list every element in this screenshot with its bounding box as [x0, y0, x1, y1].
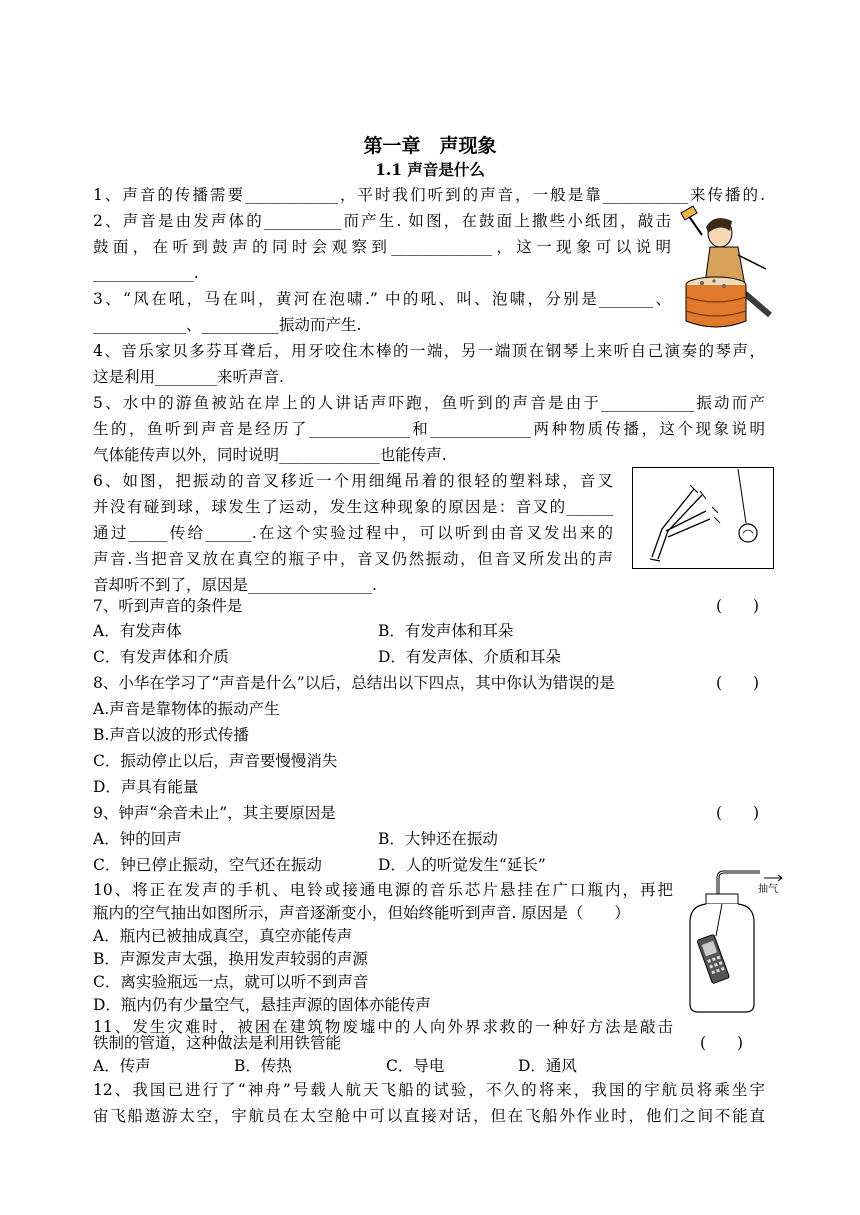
question-11-line-1: 11、发生灾难时，被困在建筑物废墟中的人向外界求救的一种好方法是敲击: [93, 1018, 673, 1036]
chapter-title: 第一章 声现象: [363, 135, 497, 157]
answer-paren-7[interactable]: ( ): [716, 597, 760, 615]
question-6-line-3: 通过_____传给______.在这个实验过程中，可以听到由音叉发出来的: [93, 524, 613, 542]
answer-paren-11[interactable]: ( ): [700, 1034, 744, 1052]
question-10-line-1: 10、将正在发声的手机、电铃或接通电源的音乐芯片悬挂在广口瓶内，再把: [93, 881, 673, 899]
question-6-line-1: 6、如图，把振动的音叉移近一个用细绳吊着的很轻的塑料球，音叉: [93, 472, 613, 490]
section-title: 1.1 声音是什么: [375, 160, 485, 179]
question-9: 9、钟声“余音未止”，其主要原因是: [93, 804, 336, 822]
answer-paren-8[interactable]: ( ): [716, 674, 760, 692]
option-9-d: D．人的听觉发生“延长”: [378, 856, 546, 874]
option-7-d: D．有发声体、介质和耳朵: [378, 648, 561, 666]
drummer-figure: [680, 205, 780, 333]
question-4-line-2: 这是利用________来听声音.: [93, 368, 284, 386]
question-11-line-2: 铁制的管道，这种做法是利用铁管能: [93, 1034, 342, 1052]
option-8-d: D．声具有能量: [93, 778, 199, 796]
question-8: 8、小华在学习了“声音是什么”以后，总结出以下四点，其中你认为错误的是: [93, 674, 615, 692]
question-7: 7、听到声音的条件是: [93, 597, 243, 615]
option-9-c: C．钟已停止振动，空气还在振动: [93, 856, 322, 874]
question-2-line-1: 2、声音是由发声体的__________而产生. 如图，在鼓面上撒些小纸团，敲击: [93, 212, 671, 230]
question-3-line-2: ____________、__________振动而产生.: [93, 316, 362, 334]
tuning-fork-figure: [632, 467, 774, 569]
question-6-line-5: 音却听不到了，原因是________________.: [93, 576, 377, 594]
question-1: 1、声音的传播需要____________，平时我们听到的声音，一般是靠___________来传播的.: [93, 186, 765, 204]
question-2-line-3: _____________.: [93, 264, 199, 282]
question-2-line-2: 鼓面，在听到鼓声的同时会观察到_____________，这一现象可以说明: [93, 238, 671, 256]
question-6-line-2: 并没有碰到球，球发生了运动，发生这种现象的原因是：音叉的______: [93, 498, 613, 516]
question-5-line-1: 5、水中的游鱼被站在岸上的人讲话声吓跑，鱼听到的声音是由于____________振动而产: [93, 394, 765, 412]
pump-label: 抽气: [758, 884, 778, 895]
option-8-c: C．振动停止以后，声音要慢慢消失: [93, 752, 338, 770]
option-11-a: A．传声: [93, 1057, 151, 1075]
question-6-line-4: 声音.当把音叉放在真空的瓶子中，音叉仍然振动，但音叉所发出的声: [93, 550, 613, 568]
option-7-b: B．有发声体和耳朵: [378, 622, 514, 640]
option-10-d: D．瓶内仍有少量空气，悬挂声源的固体亦能传声: [93, 996, 431, 1014]
question-5-line-2: 生的，鱼听到声音是经历了_____________和_____________两种物质传播，这个现象说明: [93, 420, 765, 438]
bell-jar-figure: [684, 866, 784, 1016]
option-11-b: B．传热: [234, 1057, 292, 1075]
option-10-b: B．声源发声太强，换用发声较弱的声源: [93, 950, 368, 968]
question-3-line-1: 3、“风在吼，马在叫，黄河在泡啸.” 中的吼、叫、泡啸，分别是_______、: [93, 290, 671, 308]
option-11-d: D．通风: [518, 1057, 577, 1075]
option-10-c: C．离实验瓶远一点，就可以听不到声音: [93, 973, 369, 991]
option-9-b: B．大钟还在振动: [378, 830, 498, 848]
option-11-c: C．导电: [386, 1057, 445, 1075]
option-7-a: A．有发声体: [93, 622, 182, 640]
option-8-b: B.声音以波的形式传播: [93, 726, 249, 744]
question-12-line-2: 宙飞船遨游太空，宇航员在太空舱中可以直接对话，但在飞船外作业时，他们之间不能直: [93, 1107, 765, 1125]
question-12-line-1: 12、我国已进行了“神舟”号载人航天飞船的试验，不久的将来，我国的宇航员将乘坐宇: [93, 1081, 765, 1099]
question-10-line-2: 瓶内的空气抽出如图所示，声音逐渐变小，但始终能听到声音. 原因是（ ）: [93, 904, 630, 922]
question-5-line-3: 气体能传声以外，同时说明_____________也能传声.: [93, 446, 447, 464]
answer-paren-9[interactable]: ( ): [716, 804, 760, 822]
question-4-line-1: 4、音乐家贝多芬耳聋后，用牙咬住木棒的一端，另一端顶在钢琴上来听自己演奏的琴声，: [93, 342, 765, 360]
option-9-a: A．钟的回声: [93, 830, 182, 848]
option-7-c: C．有发声体和介质: [93, 648, 229, 666]
option-8-a: A.声音是靠物体的振动产生: [93, 700, 280, 718]
option-10-a: A．瓶内已被抽成真空，真空亦能传声: [93, 927, 353, 945]
